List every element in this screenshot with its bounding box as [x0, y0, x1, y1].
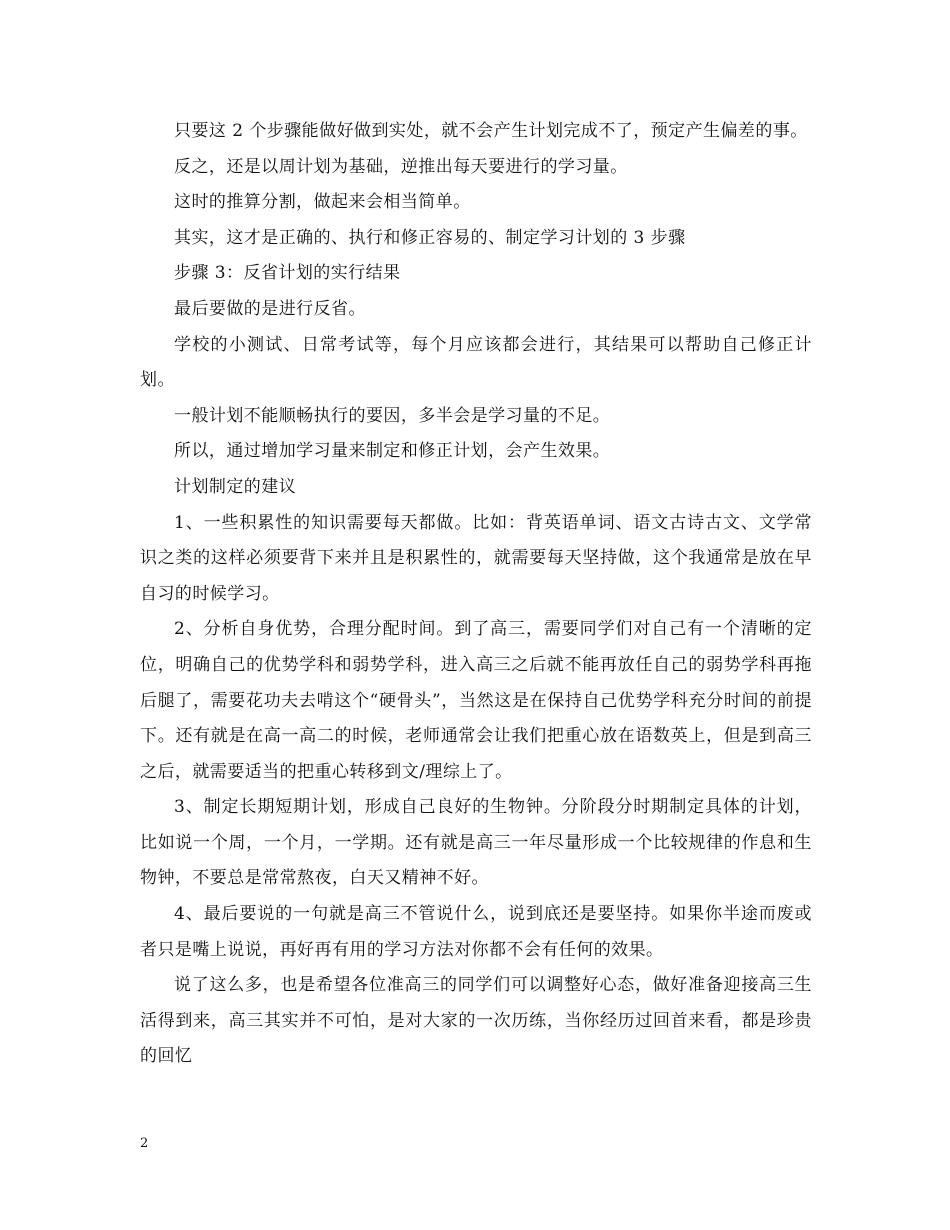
list-item: 3、制定长期短期计划，形成自己良好的生物钟。分阶段分时期制定具体的计划，比如说一个周，一个月，一学期。还有就是高三一年尽量形成一个比较规律的作息和生物钟，不要总是常常熬夜，白天又精神不好。	[140, 797, 812, 889]
page-number: 2	[140, 1136, 149, 1151]
paragraph: 学校的小测试、日常考试等，每个月应该都会进行，其结果可以帮助自己修正计划。	[140, 334, 812, 391]
section-heading: 步骤 3：反省计划的实行结果	[174, 263, 401, 284]
section-heading: 计划制定的建议	[174, 476, 297, 497]
body-text	[140, 114, 812, 1075]
paragraph: 只要这 2 个步骤能做好做到实处，就不会产生计划完成不了，预定产生偏差的事。	[174, 121, 808, 141]
list-item: 4、最后要说的一句就是高三不管说什么，说到底还是要坚持。如果你半途而废或者只是嘴上说说，再好再有用的学习方法对你都不会有任何的效果。	[140, 904, 812, 960]
paragraph: 一般计划不能顺畅执行的要因，多半会是学习量的不足。	[174, 405, 611, 426]
paragraph: 最后要做的是进行反省。	[174, 298, 366, 319]
list-item: 2、分析自身优势，合理分配时间。到了高三，需要同学们对自己有一个清晰的定位，明确自己的优势学科和弱势学科，进入高三之后就不能再放任自己的弱势学科再拖后腿了，需要花功夫去啃这个“硬骨头”，当然这是在保持自己优势学科充分时间的前提下。还有就是在高一高二的时候，老师通常会让我们把重心放在语数英上，但是到高三之后，就需要适当的把重心转移到文/理综上了。	[140, 619, 812, 782]
paragraph: 说了这么多，也是希望各位准高三的同学们可以调整好心态，做好准备迎接高三生活得到来，高三其实并不可怕，是对大家的一次历练，当你经历过回首来看，都是珍贵的回忆	[140, 975, 812, 1067]
paragraph: 所以，通过增加学习量来制定和修正计划，会产生效果。	[174, 441, 611, 462]
paragraph: 反之，还是以周计划为基础，逆推出每天要进行的学习量。	[174, 156, 628, 177]
paragraph: 其实，这才是正确的、执行和修正容易的、制定学习计划的 3 步骤	[174, 227, 686, 248]
list-item: 1、一些积累性的知识需要每天都做。比如：背英语单词、语文古诗古文、文学常识之类的这样必须要背下来并且是积累性的，就需要每天坚持做，这个我通常是放在早自习的时候学习。	[140, 512, 812, 604]
paragraph: 这时的推算分割，做起来会相当简单。	[174, 192, 471, 213]
